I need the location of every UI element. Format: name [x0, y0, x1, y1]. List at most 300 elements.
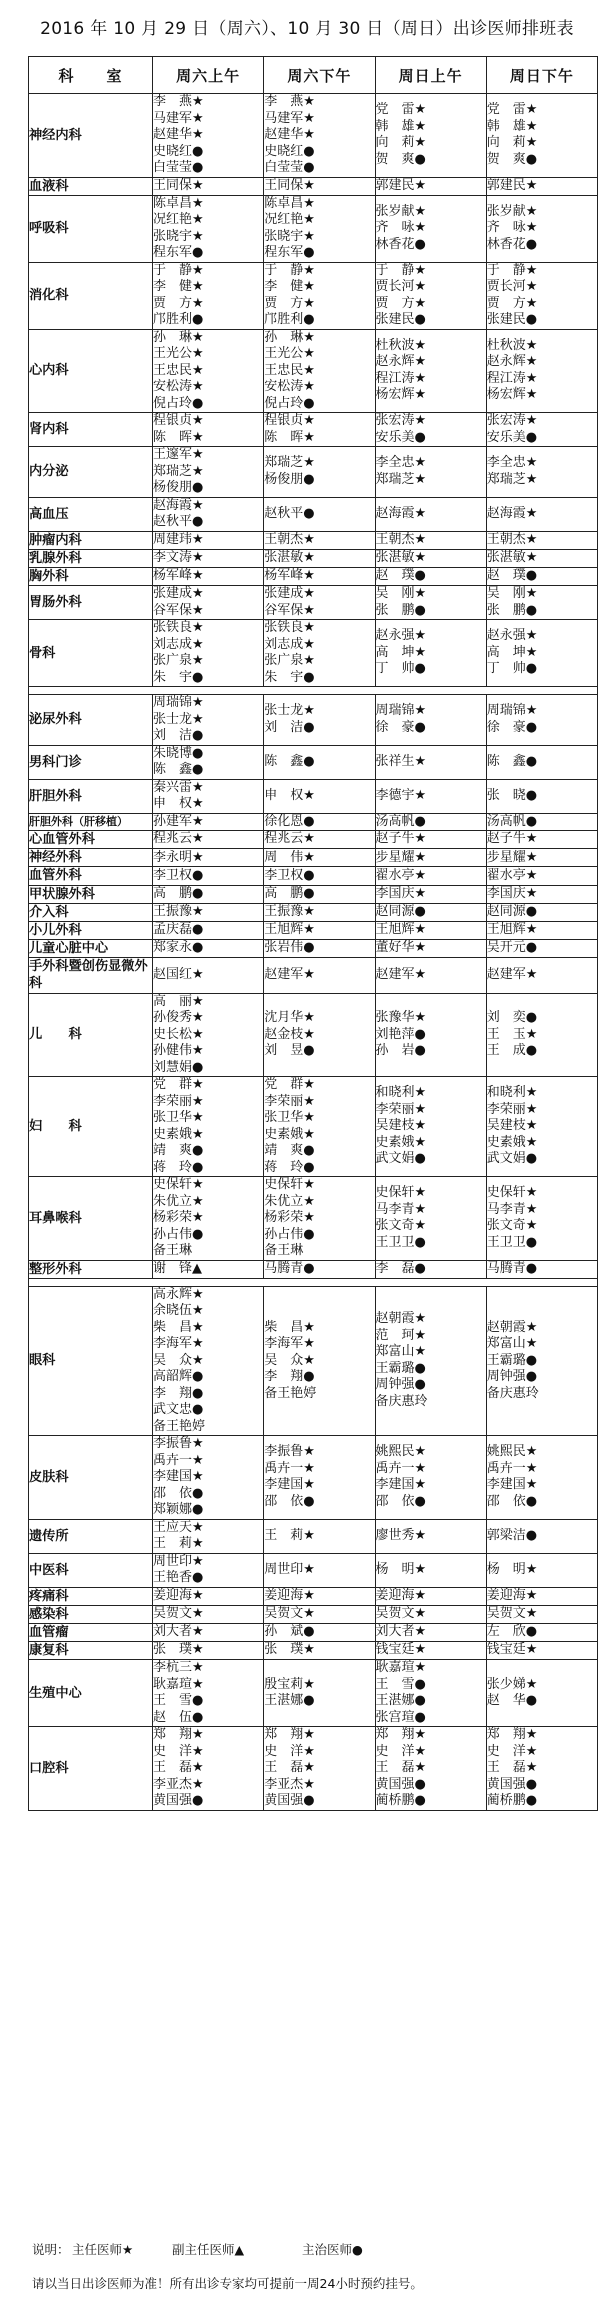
department-cell: 小儿外科: [29, 921, 153, 939]
doctor-cell: [486, 745, 597, 779]
doctor-name: 李海军★: [264, 1336, 315, 1352]
doctor-cell: [153, 1605, 264, 1623]
doctor-cell: [375, 549, 486, 567]
doctor-name: 王朝杰★: [375, 531, 427, 547]
doctor-cell: [264, 1077, 375, 1177]
doctor-cell: [375, 1177, 486, 1261]
doctor-name: 张建成★: [264, 586, 315, 602]
doctor-name: 贺 爽●: [486, 151, 538, 167]
table-row: [29, 94, 598, 178]
doctor-name: 王霸璐●: [375, 1360, 426, 1376]
doctor-name: 王同保★: [264, 177, 315, 193]
doctor-name: 程兆云★: [264, 831, 315, 847]
doctor-name: 王邃军★: [153, 447, 204, 463]
table-row: [29, 1436, 598, 1520]
doctor-name: 王旭辉★: [264, 922, 315, 938]
doctor-name: 王 磊★: [264, 1760, 315, 1776]
doctor-name: 孙 琳★: [153, 329, 204, 345]
doctor-cell: [486, 1519, 597, 1553]
doctor-cell: [375, 1286, 486, 1436]
doctor-name: 赵海霞★: [375, 505, 427, 521]
doctor-name: 吴 众★: [153, 1352, 204, 1368]
doctor-name: 姜迎海★: [486, 1588, 538, 1604]
doctor-name: 李 燕★: [264, 94, 315, 109]
doctor-name: 郑 翔★: [264, 1727, 315, 1743]
doctor-name: 吴建枝★: [375, 1118, 427, 1134]
doctor-cell: [153, 1519, 264, 1553]
doctor-name: 白莹莹●: [153, 160, 204, 175]
doctor-name: 李杭三★: [153, 1660, 204, 1676]
doctor-name: 黄国强●: [375, 1776, 426, 1792]
doctor-name: 李文涛★: [153, 550, 204, 566]
doctor-name: 贾 方★: [375, 295, 427, 311]
doctor-name: 周瑞锦★: [486, 703, 538, 719]
doctor-name: 谷军保★: [153, 602, 204, 618]
doctor-name: 郭梁洁●: [486, 1527, 538, 1543]
doctor-name: 姜迎海★: [375, 1588, 427, 1604]
doctor-name: 刘慧娟●: [153, 1059, 204, 1075]
doctor-cell: [486, 813, 597, 831]
doctor-name: 周建玮★: [153, 531, 204, 547]
table-row: [29, 885, 598, 903]
doctor-name: 马李青★: [375, 1201, 427, 1217]
legend-deputy: 副主任医师▲: [172, 2242, 245, 2257]
doctor-cell: [375, 1587, 486, 1605]
doctor-name: 靖 爽●: [264, 1143, 315, 1159]
department-cell: 整形外科: [29, 1260, 153, 1278]
doctor-name: 郑 翔★: [486, 1727, 538, 1743]
doctor-cell: [486, 1605, 597, 1623]
doctor-cell: [486, 586, 597, 620]
doctor-name: 杨 明★: [486, 1561, 538, 1577]
doctor-cell: [264, 329, 375, 413]
doctor-name: 武文娟●: [375, 1151, 426, 1167]
doctor-name: 范 珂★: [375, 1327, 427, 1343]
doctor-name: 刘志成★: [264, 636, 315, 652]
doctor-name: 赵 璞●: [486, 568, 538, 584]
doctor-name: 杨 明★: [375, 1561, 427, 1577]
doctor-name: 张卫华★: [153, 1110, 204, 1126]
doctor-cell: [153, 745, 264, 779]
doctor-name: 步星耀★: [375, 849, 427, 865]
table-row: [29, 831, 598, 849]
doctor-name: 史保轩★: [153, 1177, 204, 1193]
doctor-name: 备庆惠玲: [486, 1385, 539, 1401]
doctor-cell: [375, 567, 486, 585]
doctor-name: 武文娟●: [486, 1151, 538, 1167]
doctor-name: 党 雷★: [375, 102, 427, 118]
doctor-name: 倪占玲●: [153, 395, 204, 411]
doctor-cell: [153, 531, 264, 549]
doctor-name: 程银贞★: [264, 413, 315, 429]
doctor-name: 李 健★: [153, 279, 204, 295]
doctor-cell: [153, 1260, 264, 1278]
doctor-cell: [264, 1727, 375, 1811]
doctor-name: 王忠民★: [153, 362, 204, 378]
table-row: [29, 549, 598, 567]
legend-attending: 主治医师●: [302, 2242, 363, 2257]
department-cell: 内分泌: [29, 447, 153, 498]
doctor-name: 高 鹏●: [153, 885, 204, 901]
doctor-name: 史 洋★: [375, 1743, 427, 1759]
doctor-cell: [264, 195, 375, 262]
doctor-name: 李荣丽★: [153, 1093, 204, 1109]
doctor-name: 赵建军★: [264, 967, 315, 983]
doctor-name: 孙 岩●: [375, 1043, 426, 1059]
doctor-name: 姚熙民★: [375, 1444, 427, 1460]
doctor-name: 殷宝莉★: [264, 1676, 315, 1692]
department-cell: 心内科: [29, 329, 153, 413]
doctor-name: 杨彩荣★: [153, 1210, 204, 1226]
doctor-name: 党 群★: [153, 1077, 204, 1093]
doctor-name: 张宏涛★: [375, 413, 427, 429]
doctor-name: 李 翔●: [264, 1369, 315, 1385]
doctor-name: 邵 依●: [486, 1493, 538, 1509]
doctor-name: 李德宇★: [375, 787, 427, 803]
doctor-name: 史 洋★: [264, 1743, 315, 1759]
department-cell: 乳腺外科: [29, 549, 153, 567]
doctor-cell: [264, 531, 375, 549]
table-row: [29, 779, 598, 813]
department-cell: 介入科: [29, 903, 153, 921]
doctor-name: 耿嘉瑄★: [153, 1676, 204, 1692]
doctor-name: 杜秋波★: [375, 337, 427, 353]
doctor-name: 郑富山★: [375, 1344, 427, 1360]
doctor-name: 赵 伍●: [153, 1709, 204, 1725]
doctor-cell: [153, 1077, 264, 1177]
doctor-name: 高 坤★: [486, 644, 538, 660]
doctor-cell: [375, 1436, 486, 1520]
department-cell: 胸外科: [29, 567, 153, 585]
doctor-name: 杨军峰★: [153, 568, 204, 584]
doctor-name: 程江涛★: [375, 370, 427, 386]
doctor-cell: [486, 549, 597, 567]
doctor-name: 陈 鑫●: [486, 753, 538, 769]
doctor-name: 王 雪●: [153, 1693, 204, 1709]
department-cell: 血管瘤: [29, 1624, 153, 1642]
doctor-cell: [153, 831, 264, 849]
doctor-name: 备王艳婷: [264, 1385, 317, 1401]
doctor-cell: [153, 1177, 264, 1261]
doctor-name: 况红艳★: [264, 212, 315, 228]
doctor-cell: [264, 993, 375, 1077]
doctor-cell: [264, 745, 375, 779]
doctor-name: 李海军★: [153, 1336, 204, 1352]
department-cell: 眼科: [29, 1286, 153, 1436]
doctor-name: 翟水亭★: [486, 867, 538, 883]
doctor-cell: [264, 94, 375, 178]
doctor-cell: [264, 1642, 375, 1660]
doctor-name: 史晓红●: [264, 143, 315, 159]
doctor-cell: [375, 329, 486, 413]
doctor-cell: [375, 958, 486, 993]
doctor-name: 吴 众★: [264, 1352, 315, 1368]
department-cell: 男科门诊: [29, 745, 153, 779]
doctor-name: 刘艳萍●: [375, 1026, 426, 1042]
doctor-name: 刘 奕●: [486, 1010, 538, 1026]
doctor-name: 陈卓昌★: [264, 195, 315, 211]
doctor-name: 王 成●: [486, 1043, 538, 1059]
doctor-cell: [486, 531, 597, 549]
doctor-cell: [486, 413, 597, 447]
doctor-name: 吴建枝★: [486, 1118, 538, 1134]
doctor-cell: [264, 447, 375, 498]
doctor-cell: [486, 1624, 597, 1642]
doctor-name: 禹卉一★: [153, 1452, 204, 1468]
doctor-name: 刘大者★: [375, 1624, 427, 1640]
doctor-name: 张 璞★: [264, 1642, 315, 1658]
doctor-cell: [486, 1727, 597, 1811]
doctor-name: 王湛娜●: [375, 1693, 426, 1709]
table-row: [29, 177, 598, 195]
doctor-name: 王忠民★: [264, 362, 315, 378]
doctor-name: 周钟强●: [375, 1377, 426, 1393]
doctor-name: 李卫权●: [153, 867, 204, 883]
table-row: [29, 1077, 598, 1177]
doctor-name: 朱 宇●: [264, 669, 315, 685]
doctor-name: 韩 雄★: [486, 118, 538, 134]
doctor-name: 邵 依●: [375, 1493, 426, 1509]
table-row: [29, 1605, 598, 1623]
table-row: [29, 329, 598, 413]
doctor-name: 赵永强★: [375, 628, 427, 644]
doctor-name: 郭建民★: [486, 177, 538, 193]
doctor-name: 张卫华★: [264, 1110, 315, 1126]
doctor-name: 倪占玲●: [264, 395, 315, 411]
doctor-name: 邵 依●: [264, 1493, 315, 1509]
doctor-name: 赵朝霞★: [375, 1311, 427, 1327]
doctor-name: 郭建民★: [375, 177, 427, 193]
doctor-name: 李 翔●: [153, 1385, 204, 1401]
department-cell: 中医科: [29, 1553, 153, 1587]
doctor-name: 赵永辉★: [486, 354, 538, 370]
legend-label: 说明：: [32, 2242, 70, 2257]
doctor-name: 翟水亭★: [375, 867, 427, 883]
doctor-cell: [153, 1660, 264, 1727]
doctor-cell: [153, 867, 264, 885]
table-row: [29, 1660, 598, 1727]
doctor-name: 白莹莹●: [264, 160, 315, 175]
doctor-name: 王 莉★: [153, 1536, 204, 1552]
doctor-name: 马建军★: [264, 110, 315, 126]
doctor-name: 备王艳婷: [153, 1418, 206, 1434]
doctor-cell: [153, 695, 264, 746]
footer-note: 请以当日出诊医师为准！所有出诊专家均可提前一周24小时预约挂号。: [32, 2276, 423, 2291]
doctor-name: 史素娥★: [153, 1126, 204, 1142]
doctor-name: 张祥生★: [375, 753, 427, 769]
doctor-cell: [153, 993, 264, 1077]
doctor-name: 张湛敏★: [486, 550, 538, 566]
doctor-name: 贾 方★: [486, 295, 538, 311]
doctor-name: 党 群★: [264, 1077, 315, 1093]
doctor-name: 黄国强●: [153, 1793, 204, 1809]
doctor-cell: [264, 813, 375, 831]
doctor-name: 张少娣★: [486, 1676, 538, 1692]
doctor-name: 赵国红★: [153, 967, 204, 983]
doctor-cell: [153, 813, 264, 831]
department-cell: 血管外科: [29, 867, 153, 885]
table-row: [29, 958, 598, 993]
doctor-cell: [264, 958, 375, 993]
doctor-cell: [153, 903, 264, 921]
doctor-name: 邝胜利●: [264, 312, 315, 328]
doctor-cell: [264, 779, 375, 813]
doctor-name: 李 燕★: [153, 94, 204, 109]
doctor-name: 钱宝廷★: [375, 1642, 427, 1658]
doctor-name: 史素娥★: [375, 1134, 427, 1150]
doctor-name: 赵同源●: [486, 904, 538, 920]
doctor-name: 李永明★: [153, 849, 204, 865]
doctor-cell: [486, 1660, 597, 1727]
doctor-cell: [375, 993, 486, 1077]
doctor-name: 王朝杰★: [486, 531, 538, 547]
department-cell: 口腔科: [29, 1727, 153, 1811]
department-cell: 神经内科: [29, 94, 153, 178]
doctor-name: 李振鲁★: [264, 1444, 315, 1460]
doctor-name: 蒋 玲●: [264, 1159, 315, 1175]
doctor-cell: [264, 849, 375, 867]
doctor-name: 高 丽★: [153, 993, 204, 1009]
doctor-name: 李建国★: [486, 1477, 538, 1493]
table-row: [29, 993, 598, 1077]
doctor-name: 吴 刚★: [375, 586, 427, 602]
doctor-name: 王应天★: [153, 1519, 204, 1535]
doctor-cell: [153, 586, 264, 620]
doctor-cell: [264, 586, 375, 620]
doctor-cell: [153, 885, 264, 903]
doctor-name: 史素娥★: [264, 1126, 315, 1142]
doctor-name: 程东军●: [153, 245, 204, 261]
doctor-name: 史素娥★: [486, 1134, 538, 1150]
doctor-name: 孙俊秀★: [153, 1010, 204, 1026]
doctor-name: 张豫华★: [375, 1010, 427, 1026]
doctor-name: 史保轩★: [486, 1185, 538, 1201]
doctor-cell: [375, 1553, 486, 1587]
table-row: [29, 940, 598, 958]
table-row: [29, 1587, 598, 1605]
doctor-name: 高韶辉●: [153, 1369, 204, 1385]
doctor-name: 杨宏辉★: [486, 387, 538, 403]
doctor-name: 禹卉一★: [375, 1460, 427, 1476]
table-row: [29, 1642, 598, 1660]
table-row: [29, 1624, 598, 1642]
doctor-cell: [486, 1286, 597, 1436]
doctor-name: 武文忠●: [153, 1402, 204, 1418]
doctor-cell: [375, 195, 486, 262]
doctor-cell: [486, 867, 597, 885]
department-cell: 儿 科: [29, 993, 153, 1077]
doctor-cell: [153, 497, 264, 531]
department-cell: 呼吸科: [29, 195, 153, 262]
doctor-cell: [375, 1077, 486, 1177]
doctor-name: 于 静★: [375, 262, 427, 278]
doctor-name: 邵 依●: [153, 1485, 204, 1501]
doctor-cell: [264, 1436, 375, 1520]
doctor-name: 程江涛★: [486, 370, 538, 386]
department-cell: 儿童心脏中心: [29, 940, 153, 958]
doctor-name: 孙占伟●: [153, 1226, 204, 1242]
doctor-name: 张晓宇★: [264, 228, 315, 244]
doctor-name: 李卫权●: [264, 867, 315, 883]
doctor-name: 郑瑞芝★: [153, 463, 204, 479]
doctor-cell: [153, 1727, 264, 1811]
doctor-cell: [486, 620, 597, 687]
page-title: 2016 年 10 月 29 日（周六）、10 月 30 日（周日）出诊医师排班表: [40, 19, 574, 39]
doctor-name: 丁 帅●: [375, 661, 426, 677]
doctor-cell: [486, 849, 597, 867]
table-row: [29, 447, 598, 498]
doctor-cell: [153, 1642, 264, 1660]
doctor-cell: [375, 921, 486, 939]
doctor-name: 张 鹏●: [486, 602, 538, 618]
doctor-name: 柴 昌★: [264, 1319, 315, 1335]
doctor-name: 刘 昱●: [264, 1043, 315, 1059]
table-row: [29, 813, 598, 831]
doctor-cell: [375, 177, 486, 195]
doctor-name: 史保轩★: [264, 1177, 315, 1193]
table-row: [29, 195, 598, 262]
doctor-cell: [486, 903, 597, 921]
table-header: [29, 57, 598, 94]
department-cell: 肾内科: [29, 413, 153, 447]
doctor-cell: [264, 1260, 375, 1278]
doctor-name: 赵 璞●: [375, 568, 426, 584]
doctor-name: 赵秋平●: [153, 514, 204, 530]
doctor-cell: [486, 195, 597, 262]
doctor-name: 程兆云★: [153, 831, 204, 847]
doctor-name: 黄国强●: [486, 1776, 538, 1792]
doctor-name: 赵子牛★: [375, 831, 427, 847]
doctor-name: 吴 刚★: [486, 586, 538, 602]
table-row: [29, 497, 598, 531]
department-cell: 生殖中心: [29, 1660, 153, 1727]
doctor-cell: [153, 1624, 264, 1642]
department-cell: 心血管外科: [29, 831, 153, 849]
doctor-name: 赵金枝★: [264, 1026, 315, 1042]
doctor-name: 姜迎海★: [264, 1588, 315, 1604]
doctor-name: 王 莉★: [264, 1527, 315, 1543]
doctor-name: 郑瑞芝★: [486, 471, 538, 487]
doctor-cell: [264, 903, 375, 921]
doctor-name: 张士龙★: [153, 711, 204, 727]
doctor-name: 安乐美●: [486, 429, 538, 445]
doctor-name: 徐化恩●: [264, 813, 315, 829]
doctor-cell: [153, 447, 264, 498]
doctor-name: 贺 爽●: [375, 151, 426, 167]
doctor-name: 王艳香●: [153, 1570, 204, 1586]
department-cell: 康复科: [29, 1642, 153, 1660]
doctor-cell: [375, 1260, 486, 1278]
doctor-name: 禹卉一★: [486, 1460, 538, 1476]
doctor-name: 齐 咏★: [375, 220, 427, 236]
doctor-name: 李振鲁★: [153, 1436, 204, 1452]
doctor-name: 和晓利★: [486, 1085, 538, 1101]
doctor-name: 刘 洁●: [153, 728, 204, 744]
doctor-name: 赵海霞★: [486, 505, 538, 521]
department-cell: 泌尿外科: [29, 695, 153, 746]
doctor-name: 李亚杰★: [153, 1776, 204, 1792]
doctor-name: 林香花●: [486, 236, 538, 252]
doctor-name: 张宏涛★: [486, 413, 538, 429]
doctor-name: 王霸璐●: [486, 1352, 538, 1368]
doctor-name: 王卫卫●: [375, 1234, 426, 1250]
doctor-cell: [486, 94, 597, 178]
doctor-name: 高 坤★: [375, 644, 427, 660]
doctor-name: 陈 鑫●: [153, 762, 204, 778]
doctor-name: 张文奇★: [375, 1218, 427, 1234]
doctor-name: 齐 咏★: [486, 220, 538, 236]
table-body: [29, 94, 598, 1811]
